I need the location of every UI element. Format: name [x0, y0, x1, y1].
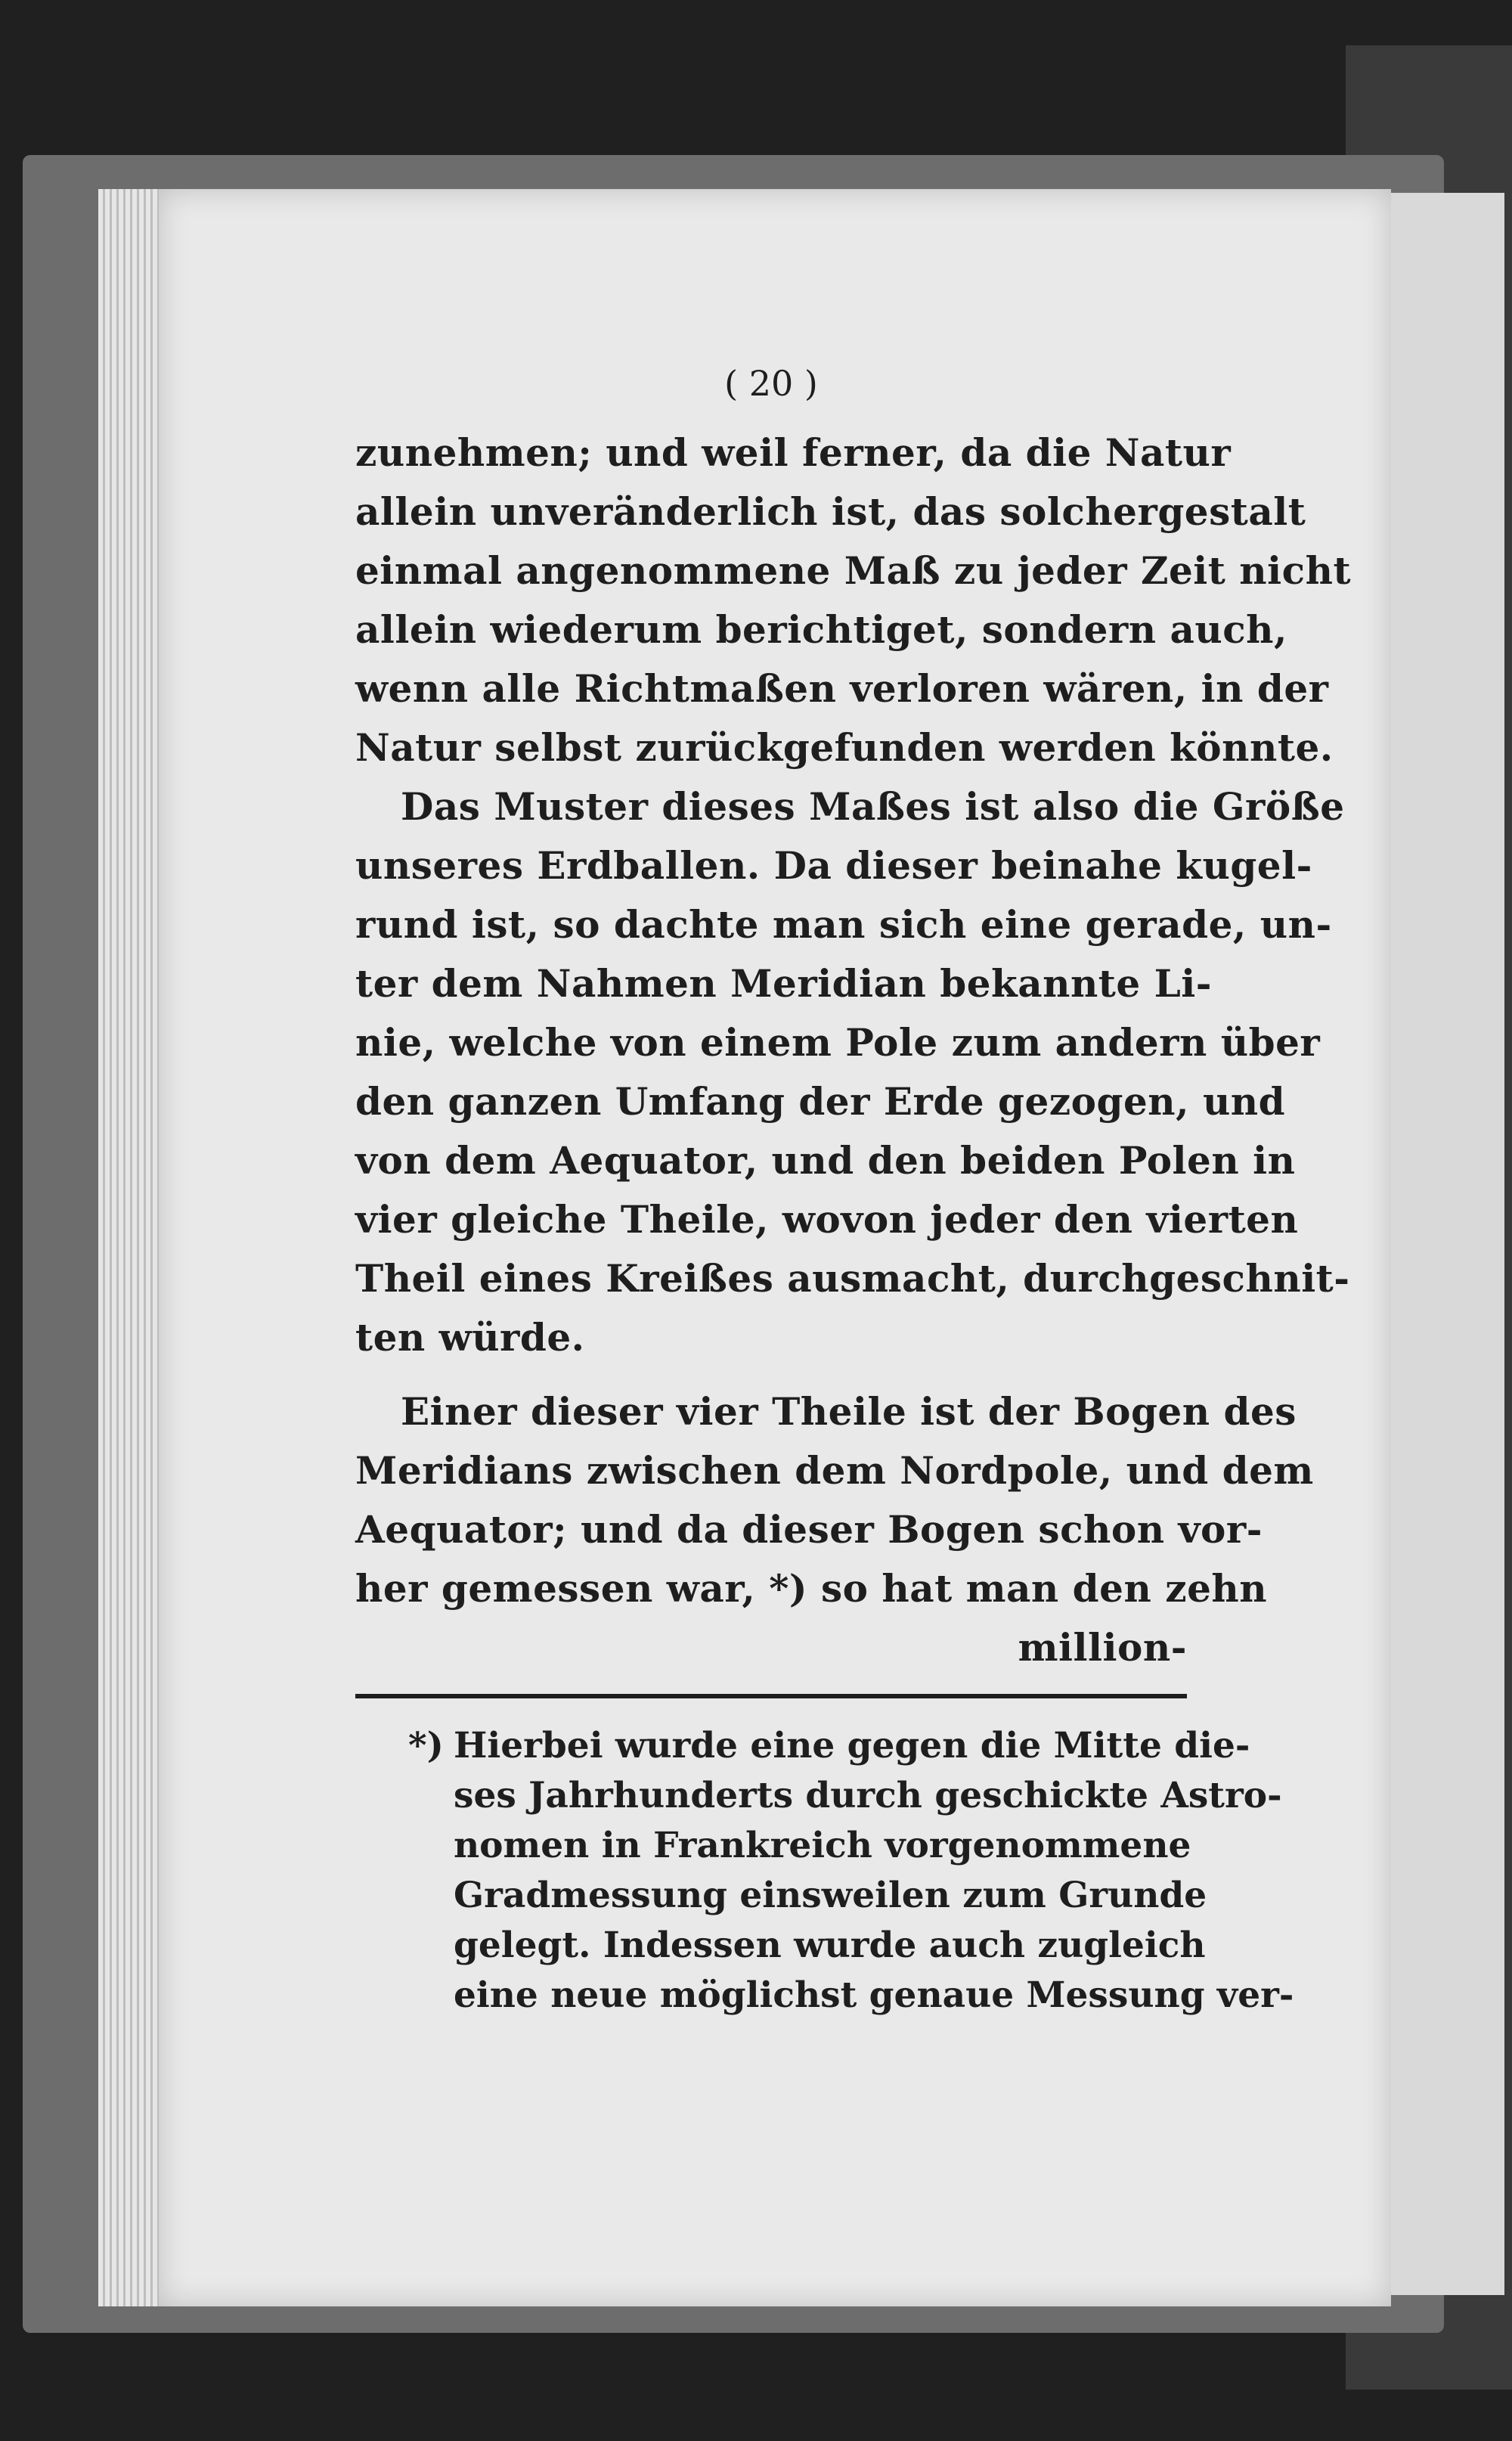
- text-line: Einer dieser vier Theile ist der Bogen des: [401, 1389, 1297, 1434]
- text-line: von dem Aequator, und den beiden Polen in: [355, 1138, 1296, 1183]
- footnote-line: Gradmessung einsweilen zum Grunde: [454, 1875, 1207, 1916]
- text-line: rund ist, so dachte man sich eine gerade, un-: [355, 902, 1332, 947]
- footnote-rule: [355, 1694, 1187, 1698]
- text-line: Natur selbst zurückgefunden werden könnte.: [355, 725, 1334, 770]
- text-line: den ganzen Umfang der Erde gezogen, und: [355, 1079, 1286, 1124]
- footnote-marker: *): [408, 1725, 444, 1766]
- facing-page-edge: [1391, 193, 1504, 2295]
- text-line: Das Muster dieses Maßes ist also die Größe: [401, 784, 1345, 829]
- footnote: [355, 1721, 1294, 2021]
- text-line: Theil eines Kreißes ausmacht, durchgeschnit-: [355, 1256, 1350, 1301]
- text-line: allein wiederum berichtiget, sondern auch,: [355, 607, 1287, 652]
- text-line: zunehmen; und weil ferner, da die Natur: [355, 430, 1232, 475]
- paragraph-3: [355, 1382, 1314, 1677]
- text-line: Aequator; und da dieser Bogen schon vor-: [355, 1507, 1263, 1552]
- text-line: Meridians zwischen dem Nordpole, und dem: [355, 1448, 1314, 1493]
- text-line: wenn alle Richtmaßen verloren wären, in der: [355, 666, 1329, 711]
- page-number: ( 20 ): [724, 363, 818, 404]
- footnote-line: [355, 1721, 1250, 1771]
- text-line: her gemessen war, *) so hat man den zehn: [355, 1566, 1268, 1611]
- text-line: einmal angenommene Maß zu jeder Zeit nicht: [355, 548, 1352, 593]
- footnote-line: ses Jahrhunderts durch geschickte Astro-: [454, 1775, 1282, 1816]
- footnote-line: gelegt. Indessen wurde auch zugleich: [454, 1925, 1206, 1966]
- paragraph-1: [355, 423, 1352, 777]
- text-line: allein unveränderlich ist, das solchergestalt: [355, 489, 1306, 534]
- text-line: vier gleiche Theile, wovon jeder den vierten: [355, 1197, 1299, 1242]
- text-line: ter dem Nahmen Meridian bekannte Li-: [355, 961, 1213, 1006]
- footnote-line: eine neue möglichst genaue Messung ver-: [454, 1974, 1294, 2016]
- page: [159, 189, 1391, 2306]
- footnote-line-text: Hierbei wurde eine gegen die Mitte die-: [454, 1725, 1250, 1766]
- text-line: nie, welche von einem Pole zum andern über: [355, 1020, 1321, 1065]
- paragraph-gap: [355, 1367, 1187, 1382]
- text-line: unseres Erdballen. Da dieser beinahe kugel-: [355, 843, 1312, 888]
- catchword: million-: [1018, 1625, 1187, 1670]
- text-block: [355, 363, 1352, 2021]
- paragraph-2: [355, 777, 1350, 1367]
- footnote-line: nomen in Frankreich vorgenommene: [454, 1825, 1191, 1866]
- text-line: ten würde.: [355, 1315, 585, 1360]
